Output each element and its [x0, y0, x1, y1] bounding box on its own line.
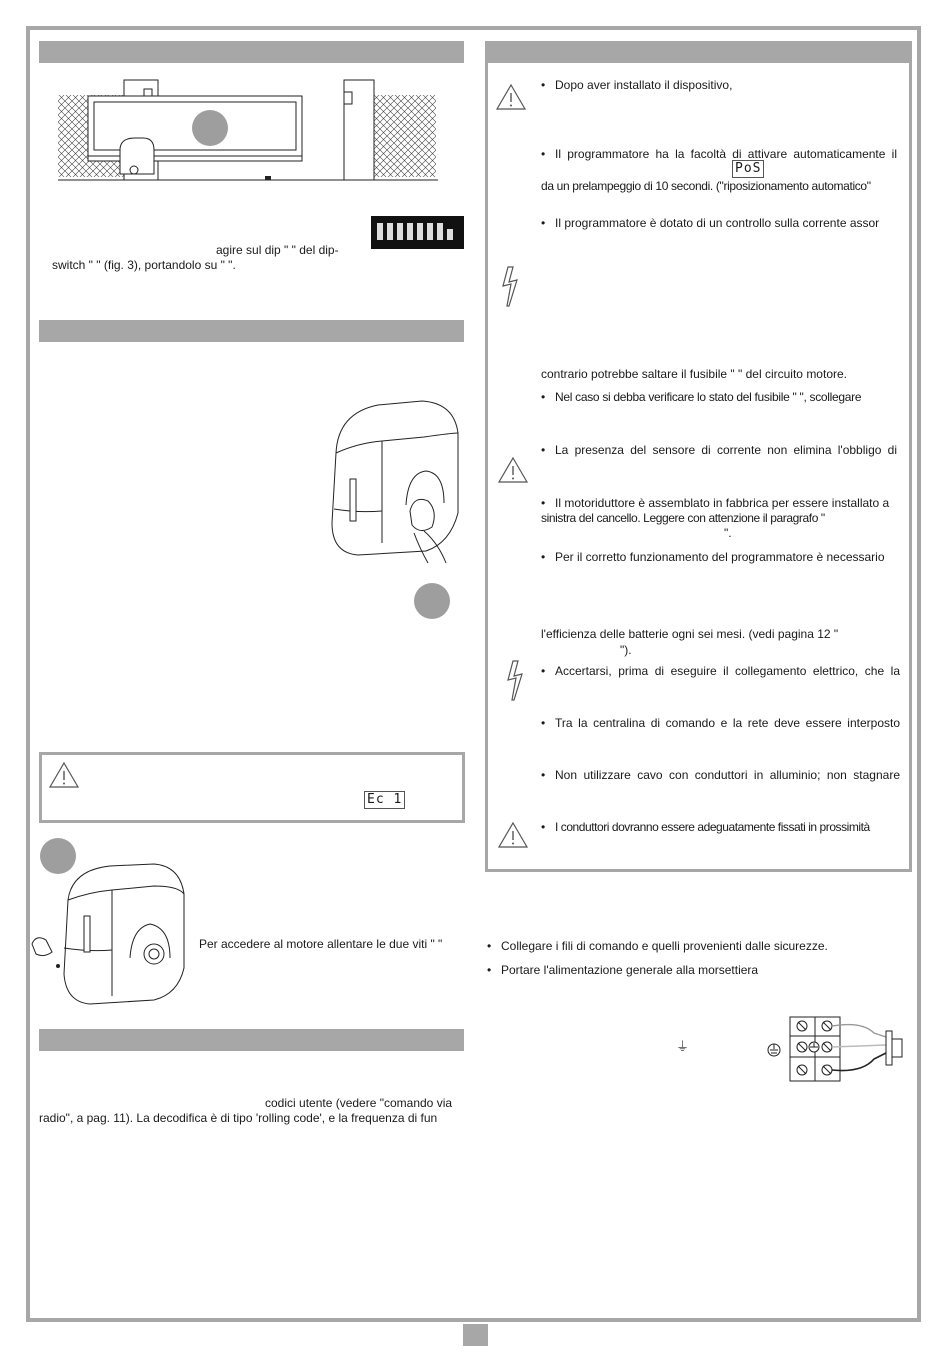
warning-paragraph: l'efficienza delle batterie ogni sei mesi. (vedi pagina 12 "	[541, 627, 839, 641]
warning-paragraph: • Non utilizzare cavo con conduttori in alluminio; non stagnare	[555, 768, 900, 782]
warning-triangle-icon	[49, 762, 79, 788]
warning-triangle-icon	[496, 84, 526, 110]
warning-paragraph: • Il programmatore è dotato di un controllo sulla corrente assor	[555, 216, 879, 231]
warning-triangle-icon	[498, 457, 528, 483]
connection-step: • Portare l'alimentazione generale alla morsettiera	[501, 963, 758, 978]
section-header-bar	[39, 320, 464, 342]
motor-cover-illustration	[30, 858, 200, 1008]
warning-paragraph: • La presenza del sensore di corrente non elimina l'obbligo di	[555, 443, 897, 457]
lightning-bolt-icon	[500, 266, 520, 308]
section-header-bar	[39, 1029, 464, 1051]
warning-paragraph: • Il motoriduttore è assemblato in fabbrica per essere installato a	[555, 496, 889, 511]
warning-paragraph: ".	[724, 526, 732, 540]
motor-release-illustration	[328, 393, 464, 573]
dip-instruction-line-1: agire sul dip " " del dip-	[216, 243, 339, 257]
position-code-display: PoS	[732, 160, 764, 178]
terminal-block-diagram	[762, 1013, 912, 1085]
error-code-display: Ec 1	[364, 791, 405, 809]
gate-illustration	[58, 80, 438, 186]
lightning-bolt-icon	[505, 660, 525, 702]
warning-paragraph: • Nel caso si debba verificare lo stato del fusibile " ", scollegare	[555, 390, 861, 405]
warning-paragraph: sinistra del cancello. Leggere con attenzione il paragrafo "	[541, 511, 825, 525]
radio-paragraph-line-2: radio", a pag. 11). La decodifica è di tipo 'rolling code', e la frequenza di fun	[39, 1111, 438, 1125]
warning-paragraph: • I conduttori dovranno essere adeguatamente fissati in prossimità	[555, 820, 870, 835]
dip-switch-figure	[371, 216, 464, 249]
figure-marker-circle	[413, 582, 451, 620]
radio-paragraph-line-1: codici utente (vedere "comando via	[265, 1096, 453, 1110]
dip-instruction-line-2: switch " " (fig. 3), portandolo su " ".	[52, 258, 236, 272]
warning-paragraph: • Accertarsi, prima di eseguire il collegamento elettrico, che la	[555, 664, 900, 678]
warning-box	[39, 752, 465, 823]
warning-triangle-icon	[498, 822, 528, 848]
warning-paragraph: contrario potrebbe saltare il fusibile " " del circuito motore.	[541, 367, 847, 381]
motor-access-instruction: Per accedere al motore allentare le due viti " "	[199, 937, 443, 951]
warning-paragraph: • Il programmatore ha la facoltà di attivare automaticamente il	[555, 147, 897, 161]
warning-paragraph: ").	[620, 643, 632, 657]
warning-paragraph: da un prelampeggio di 10 secondi. ("riposizionamento automatico"	[541, 179, 871, 193]
section-header-bar	[39, 41, 464, 63]
warning-paragraph: • Tra la centralina di comando e la rete deve essere interposto	[555, 716, 900, 730]
page-number-tab	[463, 1324, 488, 1346]
ground-icon: ⏚	[676, 1040, 690, 1055]
warning-paragraph: • Per il corretto funzionamento del programmatore è necessario	[555, 550, 885, 565]
connection-step: • Collegare i fili di comando e quelli provenienti dalle sicurezze.	[501, 939, 828, 954]
warning-paragraph: • Dopo aver installato il dispositivo,	[555, 78, 732, 93]
